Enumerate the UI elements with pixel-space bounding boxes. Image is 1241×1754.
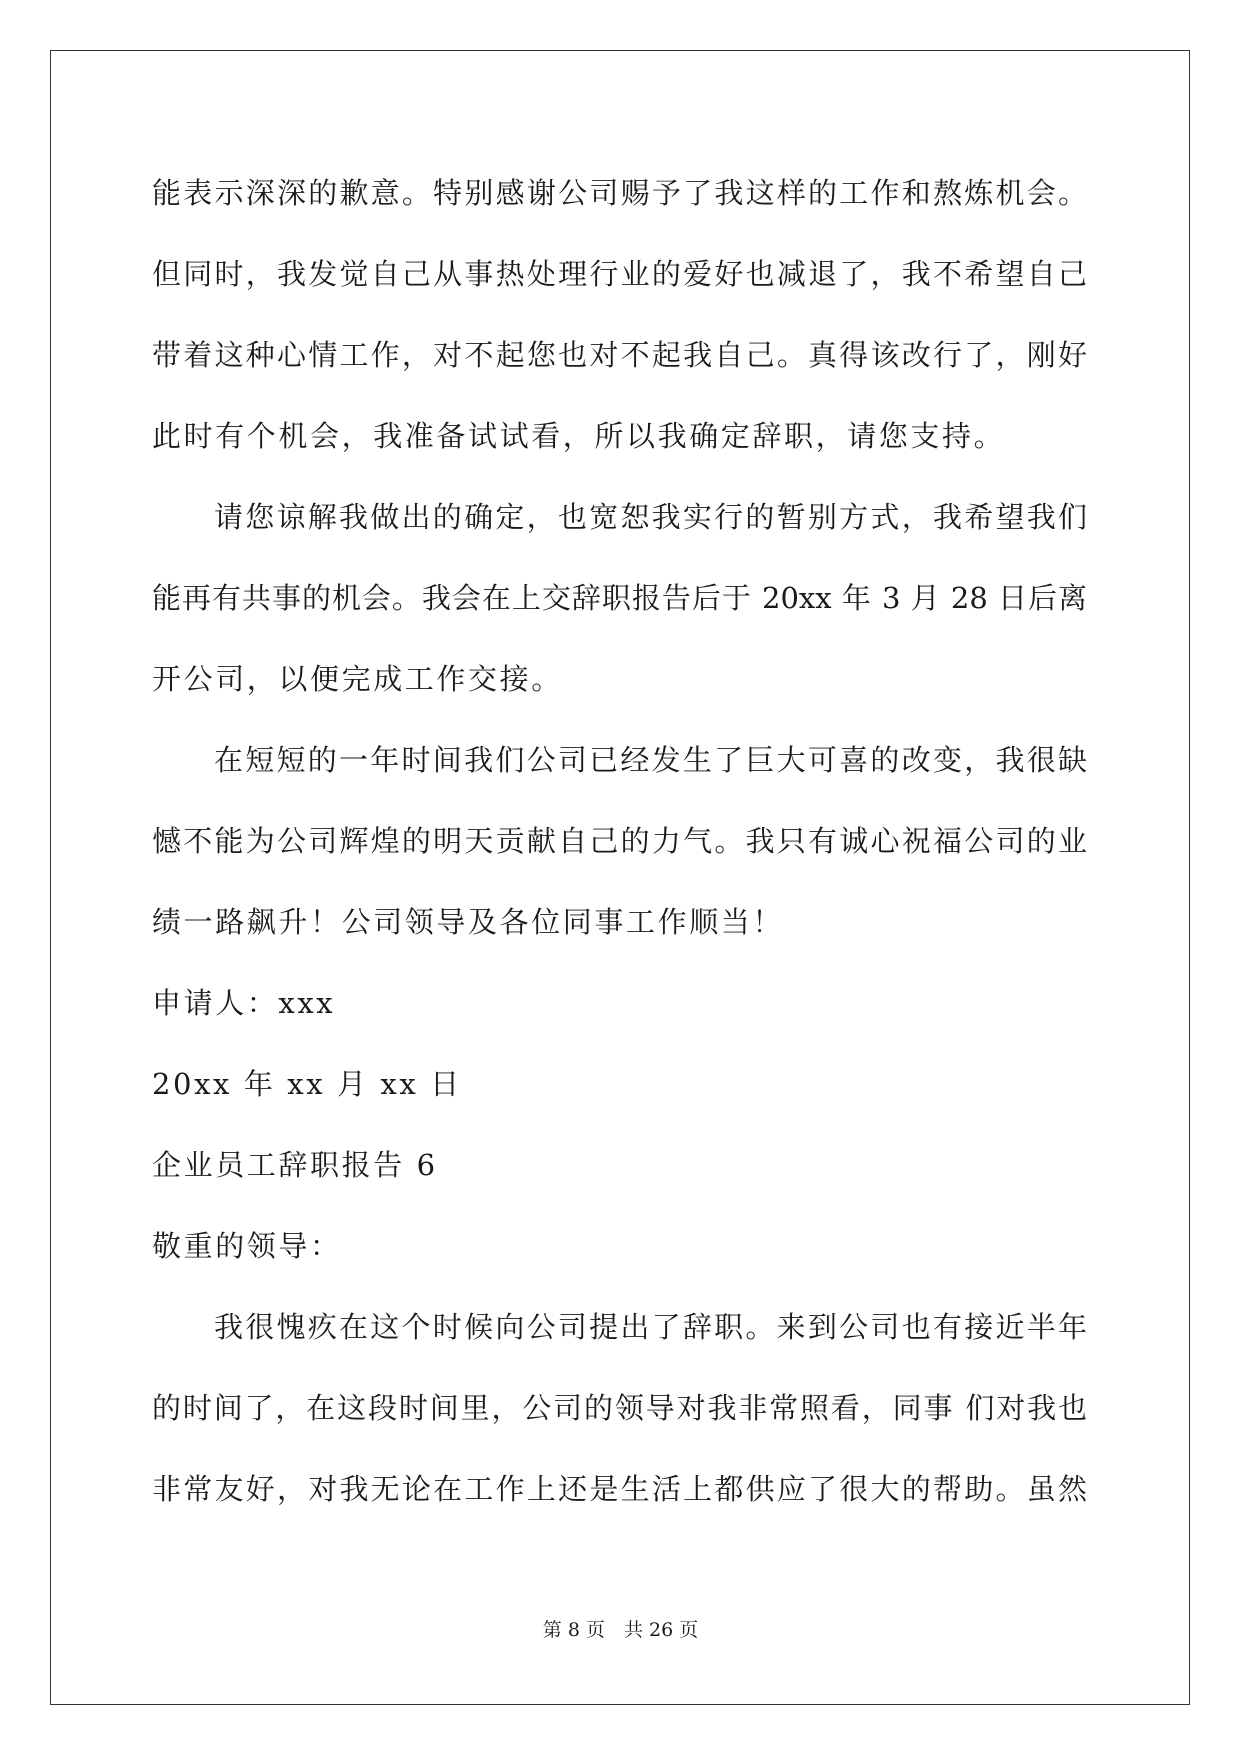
body-line-1: 能表示深深的歉意。特别感谢公司赐予了我这样的工作和熬炼机会。 <box>152 176 1087 210</box>
body-line-3: 带着这种心情工作，对不起您也对不起我自己。真得该改行了，刚好 <box>152 338 1087 372</box>
body-line-4: 此时有个机会，我准备试试看，所以我确定辞职，请您支持。 <box>152 419 1006 453</box>
date-line: 20xx 年 xx 月 xx 日 <box>152 1067 462 1101</box>
section-title: 企业员工辞职报告 6 <box>152 1148 438 1182</box>
page-border <box>50 50 1190 1705</box>
paragraph-start-line: 我很愧疚在这个时候向公司提出了辞职。来到公司也有接近半年 <box>214 1310 1087 1344</box>
body-line-9: 憾不能为公司辉煌的明天贡献自己的力气。我只有诚心祝福公司的业 <box>152 824 1087 858</box>
applicant-line: 申请人：xxx <box>152 986 336 1020</box>
body-line-7: 开公司，以便完成工作交接。 <box>152 662 563 696</box>
page-number-footer: 第 8 页 共 26 页 <box>542 1619 699 1641</box>
body-line-6: 能再有共事的机会。我会在上交辞职报告后于 20xx 年 3 月 28 日后离 <box>152 581 1087 615</box>
paragraph-start-line: 在短短的一年时间我们公司已经发生了巨大可喜的改变，我很缺 <box>214 743 1087 777</box>
salutation: 敬重的领导： <box>152 1229 342 1263</box>
body-line-16: 的时间了，在这段时间里，公司的领导对我非常照看，同事 们对我也 <box>152 1391 1087 1425</box>
body-line-17: 非常友好，对我无论在工作上还是生活上都供应了很大的帮助。虽然 <box>152 1472 1087 1506</box>
body-line-2: 但同时，我发觉自己从事热处理行业的爱好也减退了，我不希望自己 <box>152 257 1087 291</box>
body-line-10: 绩一路飙升！公司领导及各位同事工作顺当！ <box>152 905 785 939</box>
paragraph-start-line: 请您谅解我做出的确定，也宽恕我实行的暂别方式，我希望我们 <box>214 500 1087 534</box>
